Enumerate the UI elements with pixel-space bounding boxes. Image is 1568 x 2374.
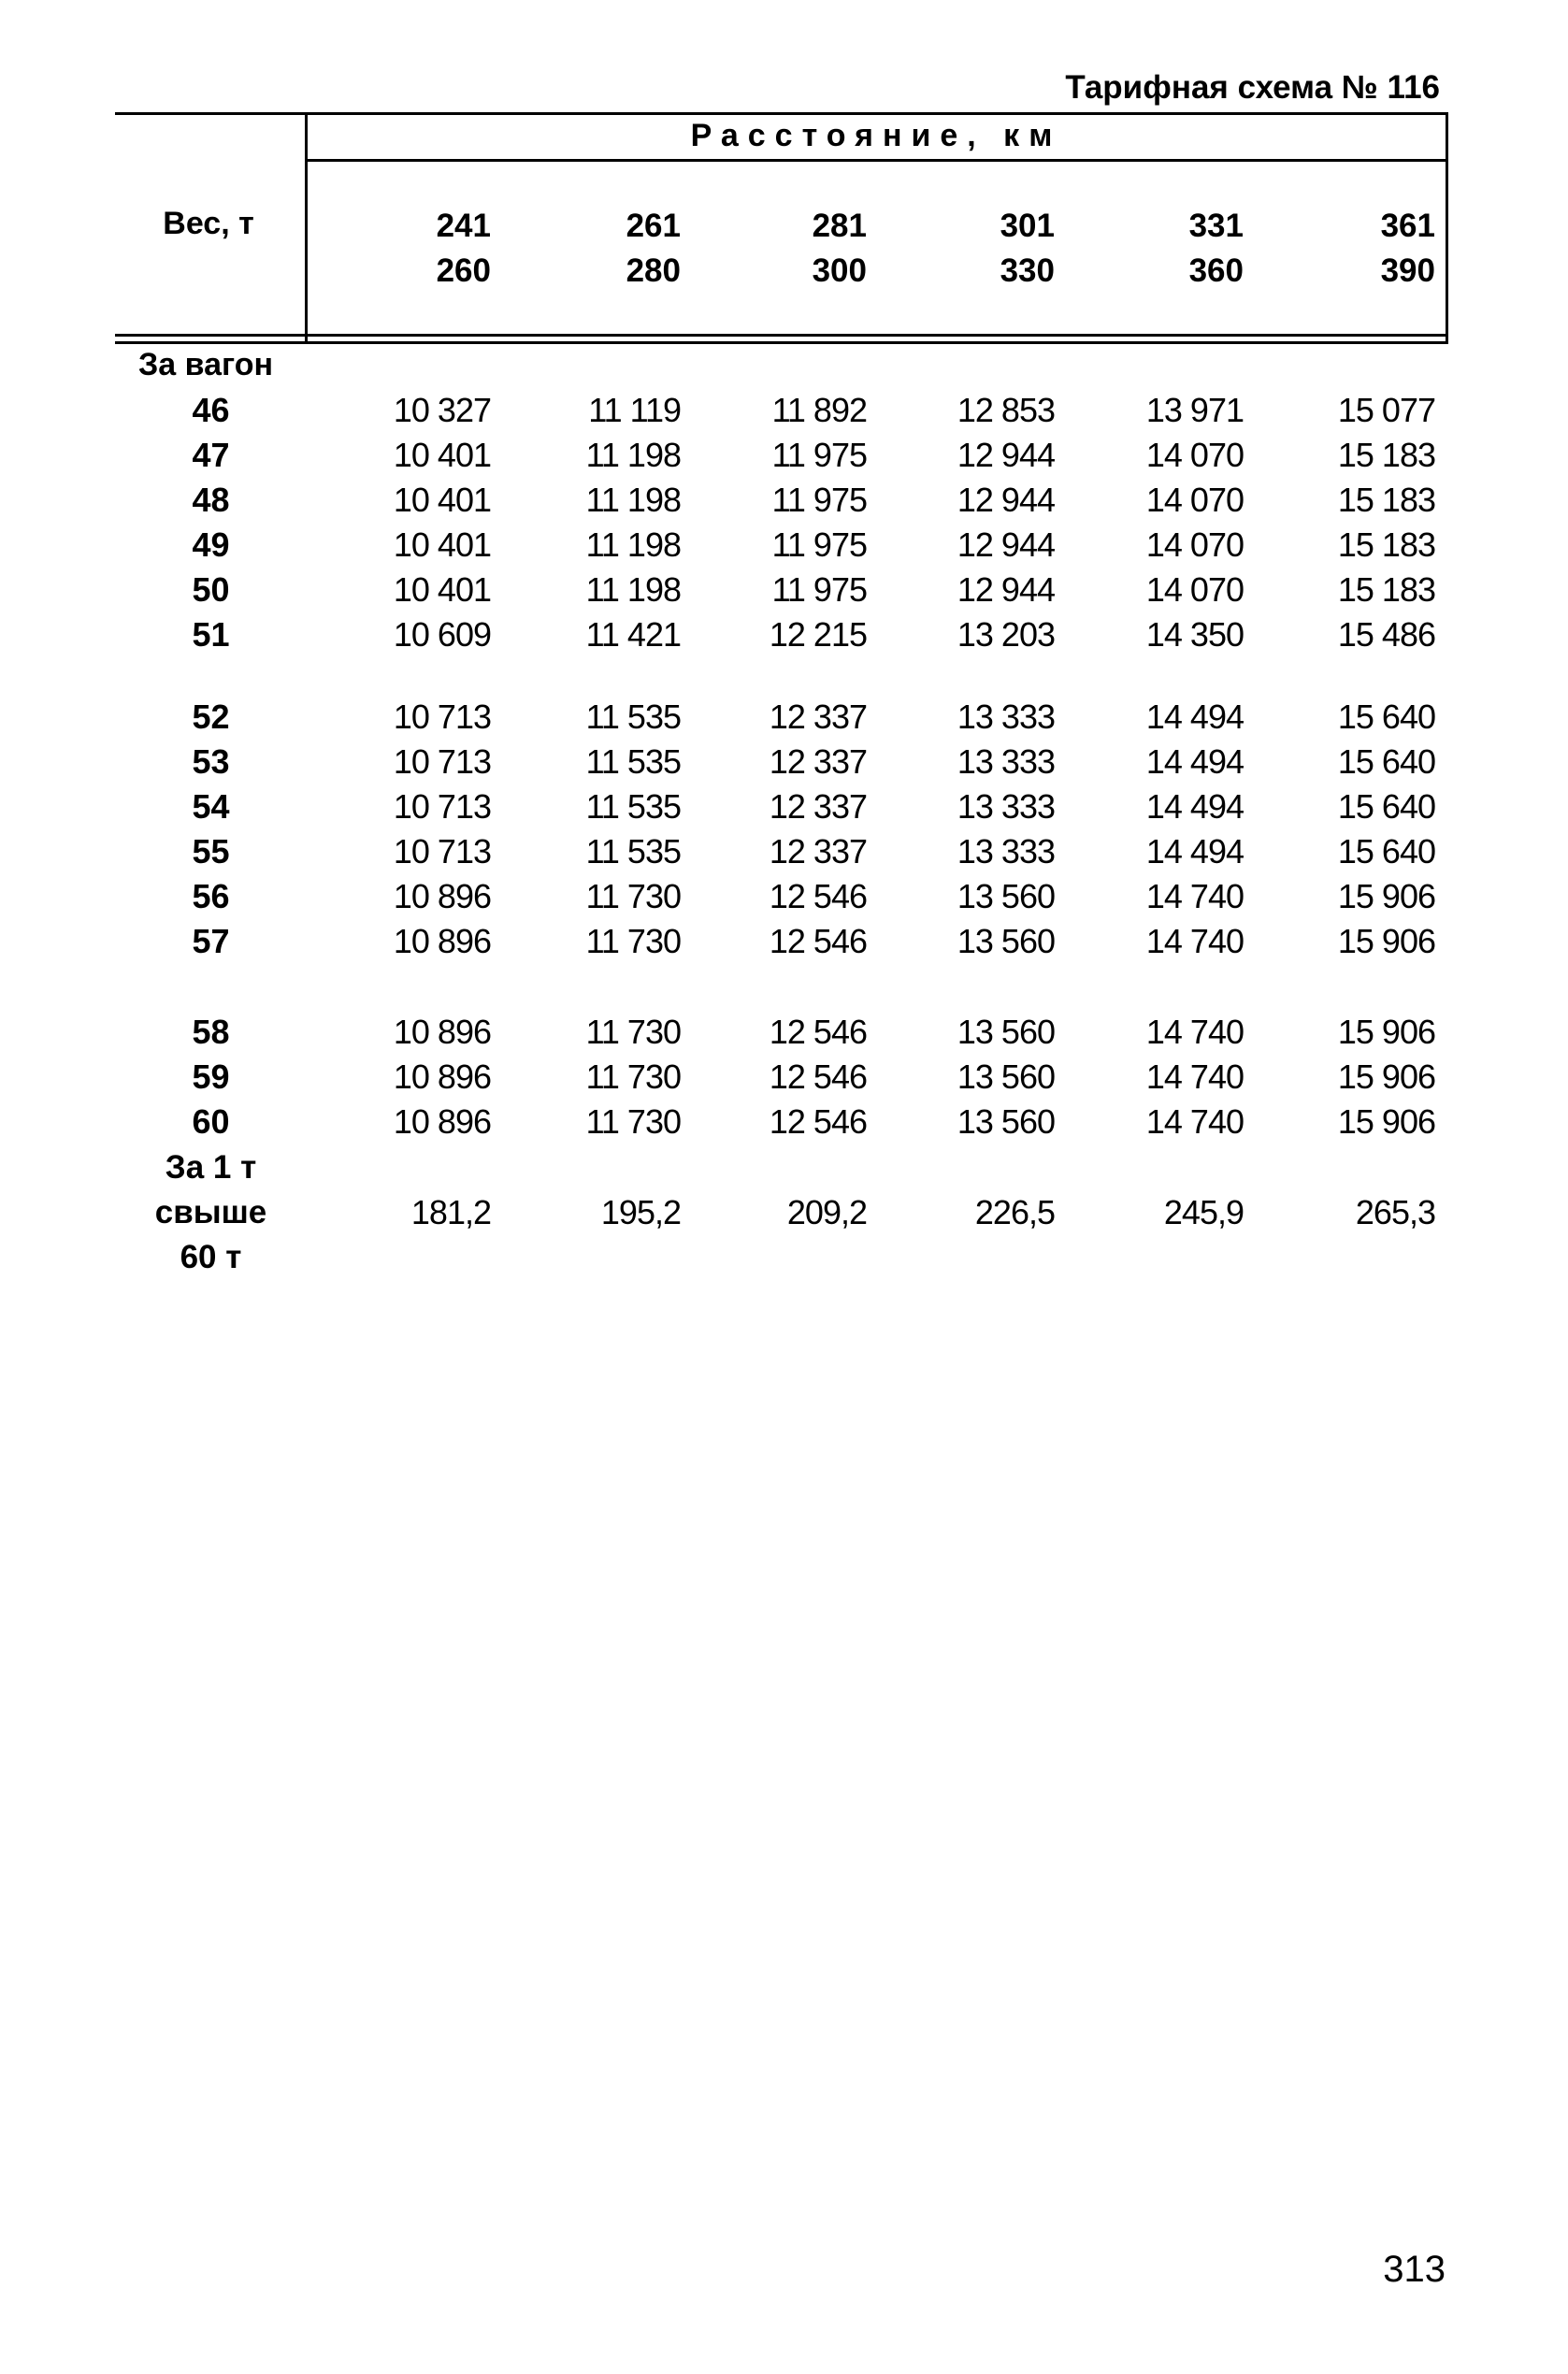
column-header-to: 260 — [436, 252, 491, 289]
table-cell: 11 975 — [771, 570, 867, 609]
table-cell: 15 906 — [1337, 877, 1435, 915]
row-weight-label: 48 — [192, 481, 230, 519]
table-cell: 14 740 — [1145, 1013, 1244, 1051]
distance-title: Расстояние, км — [690, 118, 1062, 153]
per-ton-label-line: За 1 т — [165, 1149, 257, 1186]
table-cell: 10 896 — [393, 1102, 491, 1141]
table-row — [0, 1055, 1568, 1100]
column-header-from: 241 — [436, 208, 491, 244]
table-row — [0, 829, 1568, 874]
table-cell: 11 975 — [771, 525, 867, 564]
page-number: 313 — [1383, 2249, 1446, 2290]
table-cell: 15 077 — [1337, 391, 1435, 429]
table-cell: 11 535 — [585, 698, 681, 736]
table-cell: 11 975 — [771, 481, 867, 519]
table-row — [0, 695, 1568, 740]
table-cell: 15 640 — [1337, 742, 1435, 781]
table-cell: 11 892 — [771, 391, 867, 429]
header-right-border — [1446, 112, 1448, 341]
table-cell: 11 421 — [585, 615, 681, 654]
table-cell: 10 896 — [393, 877, 491, 915]
table-row — [0, 919, 1568, 964]
table-cell: 10 713 — [393, 787, 491, 826]
table-cell: 13 560 — [957, 1013, 1055, 1051]
table-cell: 13 333 — [957, 698, 1055, 736]
row-weight-label: 55 — [192, 832, 230, 870]
table-row — [0, 740, 1568, 784]
table-cell: 11 730 — [585, 922, 681, 960]
column-header-from: 281 — [812, 208, 867, 244]
table-cell: 12 944 — [957, 436, 1055, 474]
table-cell: 11 198 — [585, 481, 681, 519]
table-cell: 14 494 — [1145, 742, 1244, 781]
row-weight-label: 57 — [192, 922, 230, 960]
table-cell: 14 350 — [1145, 615, 1244, 654]
table-cell: 13 560 — [957, 922, 1055, 960]
table-cell: 10 896 — [393, 1058, 491, 1096]
table-row — [0, 874, 1568, 919]
row-weight-label: 52 — [192, 698, 230, 736]
table-cell: 10 713 — [393, 832, 491, 870]
column-header-from: 301 — [1000, 208, 1055, 244]
table-cell: 14 070 — [1145, 525, 1244, 564]
table-cell: 15 906 — [1337, 922, 1435, 960]
table-cell: 15 183 — [1337, 525, 1435, 564]
table-cell: 11 119 — [588, 391, 681, 429]
table-cell: 14 070 — [1145, 436, 1244, 474]
column-header-to: 300 — [812, 252, 867, 289]
table-cell: 11 730 — [585, 1102, 681, 1141]
table-row — [0, 523, 1568, 568]
table-row — [0, 784, 1568, 829]
weight-column-header: Вес, т — [163, 206, 254, 241]
row-weight-label: 49 — [192, 525, 230, 564]
column-header-to: 330 — [1000, 252, 1055, 289]
per-ton-label-line: свыше — [154, 1194, 267, 1230]
column-header-to: 390 — [1380, 252, 1435, 289]
table-cell: 12 546 — [769, 1058, 867, 1096]
table-cell: 15 183 — [1337, 436, 1435, 474]
table-cell: 10 713 — [393, 698, 491, 736]
table-cell: 15 640 — [1337, 787, 1435, 826]
table-row — [0, 612, 1568, 657]
table-cell: 11 198 — [585, 525, 681, 564]
table-cell: 15 183 — [1337, 481, 1435, 519]
table-row — [0, 568, 1568, 612]
table-cell: 10 327 — [393, 391, 491, 429]
row-weight-label: 56 — [192, 877, 230, 915]
table-cell: 13 333 — [957, 787, 1055, 826]
table-cell: 10 896 — [393, 1013, 491, 1051]
table-cell: 14 740 — [1145, 922, 1244, 960]
table-cell: 15 640 — [1337, 832, 1435, 870]
row-weight-label: 51 — [192, 615, 230, 654]
per-ton-value: 265,3 — [1355, 1193, 1435, 1231]
scheme-title: Тарифная схема № 116 — [1065, 69, 1440, 106]
table-cell: 12 546 — [769, 1013, 867, 1051]
table-cell: 12 337 — [769, 832, 867, 870]
table-cell: 10 609 — [393, 615, 491, 654]
table-cell: 12 337 — [769, 698, 867, 736]
table-cell: 13 560 — [957, 877, 1055, 915]
table-cell: 11 730 — [585, 877, 681, 915]
table-cell: 12 215 — [769, 615, 867, 654]
table-cell: 15 183 — [1337, 570, 1435, 609]
table-cell: 14 740 — [1145, 1058, 1244, 1096]
row-weight-label: 59 — [192, 1058, 230, 1096]
table-cell: 10 401 — [393, 525, 491, 564]
table-row — [0, 433, 1568, 478]
column-header-from: 261 — [626, 208, 681, 244]
table-row — [0, 388, 1568, 433]
table-cell: 11 535 — [585, 787, 681, 826]
table-cell: 15 640 — [1337, 698, 1435, 736]
table-cell: 12 546 — [769, 877, 867, 915]
row-weight-label: 46 — [192, 391, 230, 429]
table-cell: 14 070 — [1145, 481, 1244, 519]
table-cell: 14 070 — [1145, 570, 1244, 609]
table-cell: 12 546 — [769, 922, 867, 960]
per-ton-value: 181,2 — [410, 1193, 491, 1231]
table-cell: 13 560 — [957, 1058, 1055, 1096]
row-weight-label: 47 — [192, 436, 230, 474]
table-cell: 15 906 — [1337, 1058, 1435, 1096]
column-header-to: 360 — [1188, 252, 1244, 289]
table-cell: 11 198 — [585, 570, 681, 609]
per-ton-value: 195,2 — [600, 1193, 681, 1231]
header-bottom-rule-2 — [115, 341, 1448, 344]
row-weight-label: 58 — [192, 1013, 230, 1051]
table-cell: 15 906 — [1337, 1013, 1435, 1051]
table-cell: 13 333 — [957, 832, 1055, 870]
header-bottom-rule-1 — [115, 334, 1448, 337]
table-cell: 14 494 — [1145, 787, 1244, 826]
table-cell: 12 944 — [957, 570, 1055, 609]
table-cell: 13 560 — [957, 1102, 1055, 1141]
table-cell: 11 975 — [771, 436, 867, 474]
table-cell: 11 730 — [585, 1058, 681, 1096]
row-weight-label: 54 — [192, 787, 230, 826]
per-ton-value: 245,9 — [1163, 1193, 1244, 1231]
table-cell: 14 494 — [1145, 698, 1244, 736]
table-cell: 10 401 — [393, 436, 491, 474]
table-row — [0, 1100, 1568, 1144]
row-weight-label: 60 — [192, 1102, 230, 1141]
table-cell: 12 337 — [769, 787, 867, 826]
table-cell: 11 535 — [585, 742, 681, 781]
table-cell: 13 333 — [957, 742, 1055, 781]
table-row — [0, 478, 1568, 523]
table-cell: 15 906 — [1337, 1102, 1435, 1141]
section-label: За вагон — [137, 347, 274, 382]
column-header-to: 280 — [626, 252, 681, 289]
table-cell: 12 944 — [957, 525, 1055, 564]
per-ton-label-line: 60 т — [180, 1239, 242, 1275]
header-top-rule — [115, 112, 1448, 115]
table-cell: 11 730 — [585, 1013, 681, 1051]
column-header-from: 331 — [1188, 208, 1244, 244]
table-cell: 12 853 — [957, 391, 1055, 429]
row-weight-label: 50 — [192, 570, 230, 609]
table-cell: 11 535 — [585, 832, 681, 870]
table-cell: 14 494 — [1145, 832, 1244, 870]
table-cell: 12 944 — [957, 481, 1055, 519]
table-cell: 13 971 — [1145, 391, 1244, 429]
column-header-from: 361 — [1380, 208, 1435, 244]
table-cell: 10 896 — [393, 922, 491, 960]
per-ton-value: 209,2 — [786, 1193, 867, 1231]
table-cell: 10 401 — [393, 481, 491, 519]
row-weight-label: 53 — [192, 742, 230, 781]
table-cell: 12 337 — [769, 742, 867, 781]
table-cell: 10 713 — [393, 742, 491, 781]
table-cell: 11 198 — [585, 436, 681, 474]
table-cell: 14 740 — [1145, 1102, 1244, 1141]
table-cell: 10 401 — [393, 570, 491, 609]
table-row — [0, 1010, 1568, 1055]
table-cell: 15 486 — [1337, 615, 1435, 654]
table-cell: 14 740 — [1145, 877, 1244, 915]
distance-title-rule — [305, 159, 1448, 162]
table-cell: 13 203 — [957, 615, 1055, 654]
table-cell: 12 546 — [769, 1102, 867, 1141]
per-ton-value: 226,5 — [974, 1193, 1055, 1231]
